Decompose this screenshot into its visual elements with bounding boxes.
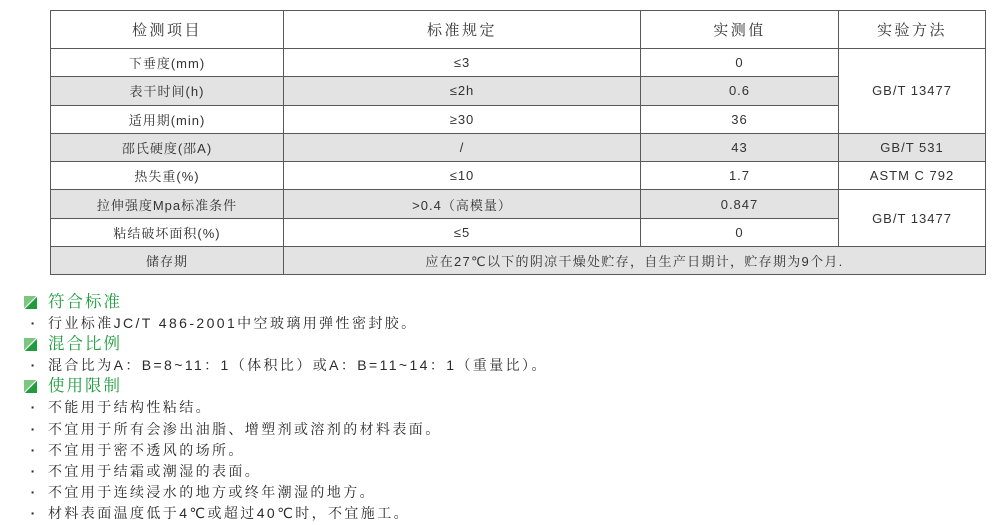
header-measured: 实测值	[641, 11, 839, 49]
section-title-text: 混合比例	[48, 334, 122, 353]
section-title-text: 符合标准	[48, 292, 122, 311]
table-header-row	[51, 11, 986, 49]
cell-test-item: 邵氏硬度(邵A)	[51, 133, 284, 161]
cell-measured: 1.7	[641, 162, 839, 190]
section-title	[0, 376, 1004, 397]
list-item	[0, 440, 1004, 461]
cell-standard: >0.4（高模量）	[284, 190, 641, 218]
spec-table	[50, 10, 986, 275]
list-item	[0, 313, 1004, 334]
cell-storage-note: 应在27℃以下的阴凉干燥处贮存，自生产日期计，贮存期为9个月.	[284, 247, 986, 275]
section-title	[0, 292, 1004, 313]
list-item	[0, 461, 1004, 482]
list-item-text: 不宜用于所有会渗出油脂、增塑剂或溶剂的材料表面。	[48, 420, 442, 437]
bullet-dot: ·	[30, 314, 36, 331]
table-row	[51, 133, 986, 161]
square-bullet-icon	[24, 338, 37, 351]
list-item-text: 不宜用于结霜或潮湿的表面。	[48, 463, 262, 479]
bullet-dot: ·	[30, 441, 36, 458]
square-bullet-icon	[24, 380, 37, 393]
cell-storage-item: 储存期	[51, 247, 284, 275]
cell-measured: 0.6	[641, 77, 839, 105]
table-row	[51, 49, 986, 77]
cell-standard: ≤10	[284, 162, 641, 190]
header-standard: 标准规定	[284, 11, 641, 49]
bullet-dot: ·	[30, 399, 36, 416]
cell-method: GB/T 531	[839, 133, 986, 161]
list-item-text: 不能用于结构性粘结。	[48, 399, 212, 416]
cell-test-item: 表干时间(h)	[51, 77, 284, 105]
header-test-item: 检测项目	[51, 11, 284, 49]
list-item	[0, 397, 1004, 418]
cell-standard: ≥30	[284, 105, 641, 133]
list-item	[0, 482, 1004, 503]
cell-measured: 0	[641, 218, 839, 246]
list-item	[0, 503, 1004, 524]
cell-test-item: 适用期(min)	[51, 105, 284, 133]
table-row	[51, 190, 986, 218]
cell-test-item: 拉伸强度Mpa标准条件	[51, 190, 284, 218]
list-item-text: 材料表面温度低于4℃或超过40℃时，不宜施工。	[48, 505, 411, 522]
notes	[0, 292, 1004, 525]
section-title	[0, 334, 1004, 355]
section-title-text: 使用限制	[48, 377, 122, 396]
cell-test-item: 粘结破坏面积(%)	[51, 218, 284, 246]
cell-method: GB/T 13477	[839, 49, 986, 134]
cell-test-item: 热失重(%)	[51, 162, 284, 190]
cell-method: GB/T 13477	[839, 190, 986, 247]
storage-row	[51, 247, 986, 275]
list-item	[0, 419, 1004, 440]
cell-standard: ≤2h	[284, 77, 641, 105]
list-item-text: 行业标准JC/T 486-2001中空玻璃用弹性密封胶。	[48, 314, 418, 331]
list-item	[0, 355, 1004, 376]
cell-measured: 0	[641, 49, 839, 77]
cell-standard: ≤3	[284, 49, 641, 77]
cell-method: ASTM C 792	[839, 162, 986, 190]
cell-test-item: 下垂度(mm)	[51, 49, 284, 77]
cell-standard: ≤5	[284, 218, 641, 246]
header-method: 实验方法	[839, 11, 986, 49]
bullet-dot: ·	[30, 357, 36, 374]
list-item-text: 不宜用于连续浸水的地方或终年潮湿的地方。	[48, 484, 376, 501]
bullet-dot: ·	[30, 505, 36, 522]
bullet-dot: ·	[30, 420, 36, 437]
cell-measured: 43	[641, 133, 839, 161]
cell-standard: /	[284, 133, 641, 161]
bullet-dot: ·	[30, 484, 36, 501]
square-bullet-icon	[24, 296, 37, 309]
list-item-text: 不宜用于密不透风的场所。	[48, 441, 245, 458]
list-item-text: 混合比为A：B=8~11：1（体积比）或A：B=11~14：1（重量比）。	[48, 357, 548, 374]
cell-measured: 36	[641, 105, 839, 133]
table-row	[51, 162, 986, 190]
cell-measured: 0.847	[641, 190, 839, 218]
bullet-dot: ·	[30, 463, 36, 479]
